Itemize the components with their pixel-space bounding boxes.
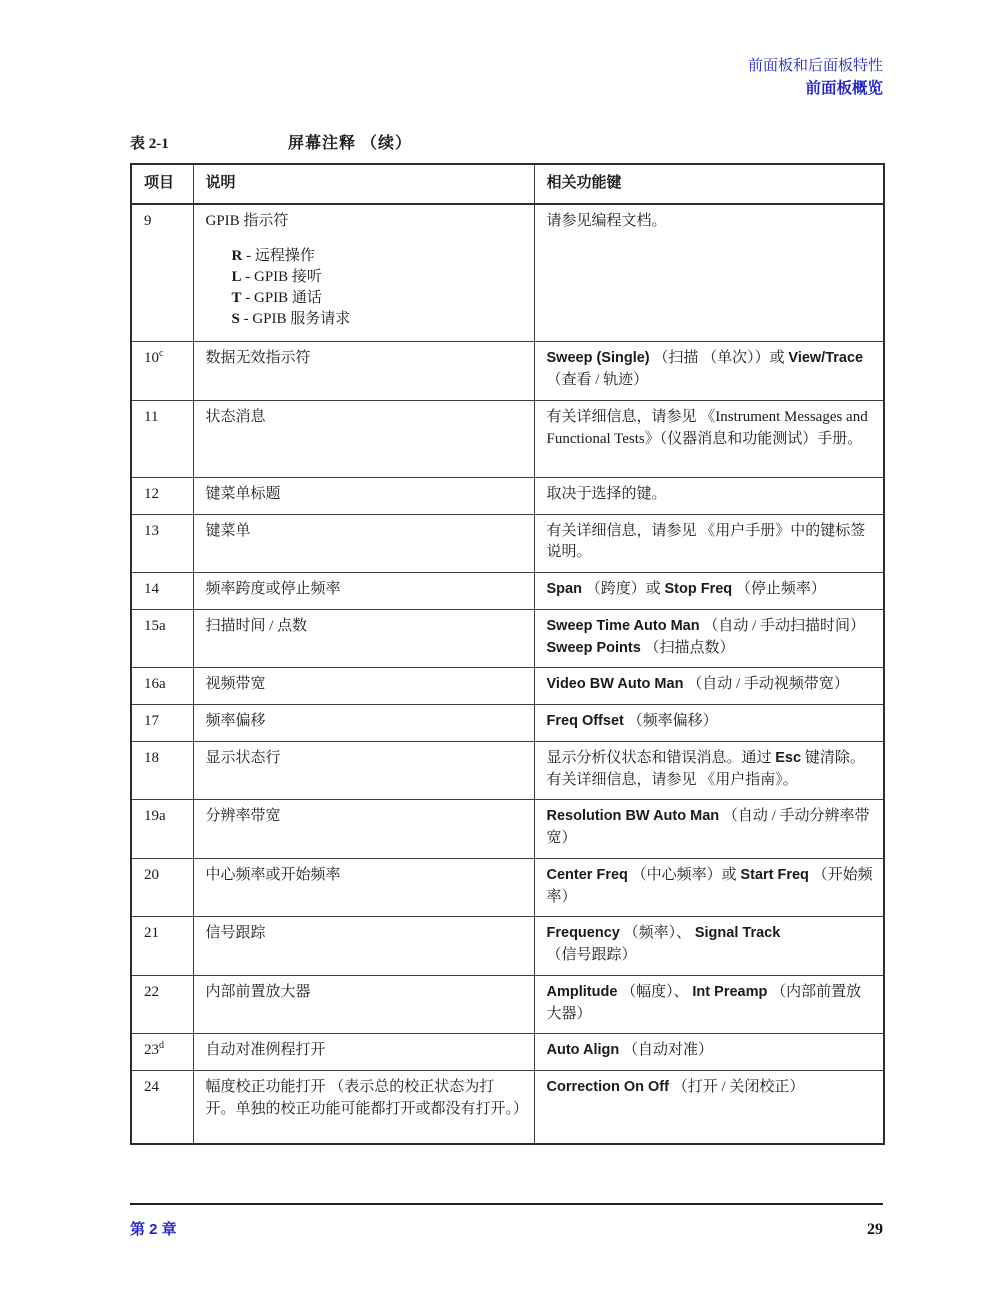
item-number: 13 [144, 522, 159, 539]
text-segment: - GPIB 接听 [241, 268, 322, 285]
table-row [131, 858, 884, 917]
function-keys-cell [534, 342, 884, 401]
table-header-row [131, 164, 884, 204]
item-number-cell [131, 858, 193, 917]
function-key-name: R [231, 247, 243, 264]
function-key-name: Frequency [546, 925, 620, 942]
table-row [131, 573, 884, 610]
item-number-cell [131, 668, 193, 705]
table-row [131, 477, 884, 514]
function-key-name: Video BW Auto Man [546, 676, 684, 693]
footer-page-number: 29 [867, 1221, 883, 1238]
function-key-name: Sweep Points [546, 639, 641, 656]
table-row [131, 800, 884, 859]
function-keys-cell [534, 741, 884, 800]
text-segment: 请参见编程文档。 [546, 212, 667, 229]
item-number-cell [131, 342, 193, 401]
text-segment: （自动 / 手动视频带宽） [683, 676, 849, 693]
text-segment: 中心频率或开始频率 [205, 866, 341, 883]
function-keys-cell [534, 668, 884, 705]
item-number: 11 [144, 408, 159, 425]
text-segment: （幅度）、 [617, 983, 693, 1000]
item-number-cell [131, 1071, 193, 1144]
text-segment: 显示状态行 [205, 749, 281, 766]
text-segment: （停止频率） [732, 581, 826, 597]
item-number-cell [131, 400, 193, 477]
function-keys-cell [534, 1071, 884, 1144]
running-header [748, 54, 883, 100]
item-number-cell [131, 477, 193, 514]
text-segment: （打开 / 关闭校正） [668, 1079, 805, 1096]
item-number-cell [131, 705, 193, 742]
text-segment: （自动 / 手动分辨率带宽） [546, 808, 870, 846]
table-caption-title: 屏幕注释 （续） [288, 135, 413, 152]
function-keys-cell [534, 400, 884, 477]
function-keys-cell [534, 514, 884, 573]
description-cell [193, 858, 534, 917]
text-segment: 键清除。有关详细信息，请参见 《用户指南》。 [546, 749, 865, 788]
footer-chapter: 第 2 章 [130, 1221, 177, 1238]
item-number-cell [131, 800, 193, 859]
function-key-name: Start Freq [740, 866, 809, 883]
function-key-name: Span [546, 581, 582, 597]
description-cell [193, 1071, 534, 1144]
function-key-name: Amplitude [546, 983, 618, 1000]
item-number: 21 [144, 925, 159, 942]
table-row [131, 668, 884, 705]
table-row [131, 1071, 884, 1144]
description-cell [193, 514, 534, 573]
description-cell [193, 400, 534, 477]
text-segment: 频率偏移 [205, 713, 266, 729]
function-key-name: Sweep (Single) [546, 350, 650, 367]
text-segment: （扫描 （单次））或 [649, 350, 789, 367]
description-cell [193, 573, 534, 610]
item-number-cell [131, 917, 193, 976]
description-cell [193, 705, 534, 742]
description-sublist [232, 246, 524, 331]
table-row [131, 1034, 884, 1071]
table-caption [130, 130, 412, 153]
text-segment: （自动 / 手动扫描时间） [699, 617, 866, 634]
function-key-name: Correction On Off [546, 1079, 669, 1096]
text-segment: 内部前置放大器 [205, 983, 311, 1000]
description-cell [193, 204, 534, 342]
text-segment: 显示分析仪状态和错误消息。通过 [546, 749, 776, 766]
table-row [131, 400, 884, 477]
table-row [131, 514, 884, 573]
text-segment: 数据无效指示符 [205, 350, 311, 367]
text-segment: 频率跨度或停止频率 [205, 581, 341, 597]
table-row [131, 204, 884, 342]
function-key-name: Freq Offset [546, 713, 624, 729]
function-key-name: Stop Freq [664, 581, 733, 597]
item-number: 16a [144, 676, 166, 693]
text-segment: （跨度）或 [581, 581, 665, 597]
table-row [131, 975, 884, 1034]
item-number: 10 [144, 350, 159, 367]
description-cell [193, 741, 534, 800]
description-cell [193, 975, 534, 1034]
text-segment: - GPIB 服务请求 [239, 311, 351, 328]
description-cell [193, 668, 534, 705]
function-keys-cell [534, 800, 884, 859]
description-cell [193, 917, 534, 976]
column-header-item: 项目 [131, 164, 193, 204]
function-key-name: Int Preamp [692, 983, 768, 1000]
text-segment: GPIB 指示符 [205, 212, 289, 229]
text-segment: （查看 / 轨迹） [546, 372, 649, 388]
item-number: 23 [144, 1042, 159, 1059]
table-row [131, 741, 884, 800]
item-number: 9 [144, 212, 152, 229]
text-segment: （频率偏移） [623, 713, 718, 729]
table-body [131, 204, 884, 1144]
function-key-name: Center Freq [546, 866, 628, 883]
column-header-function-keys: 相关功能键 [534, 164, 884, 204]
function-keys-cell [534, 975, 884, 1034]
table-row [131, 705, 884, 742]
text-segment: 视频带宽 [205, 676, 266, 693]
item-number-cell [131, 1034, 193, 1071]
function-key-name: L [231, 268, 242, 285]
item-footnote-marker: c [159, 348, 164, 360]
text-segment: （信号跟踪） [546, 947, 637, 963]
text-segment: 有关详细信息，请参见 《用户手册》中的键标签说明。 [546, 522, 866, 561]
function-keys-cell [534, 204, 884, 342]
item-number-cell [131, 741, 193, 800]
function-key-name: Resolution BW Auto Man [546, 808, 720, 825]
text-segment: 幅度校正功能打开 （表示总的校正状态为打开。单独的校正功能可能都打开或都没有打开。） [205, 1079, 529, 1117]
item-number: 19a [144, 808, 166, 825]
text-segment: （中心频率）或 [627, 866, 741, 883]
item-number-cell [131, 204, 193, 342]
text-segment: 取决于选择的键。 [546, 485, 667, 502]
text-segment: （开始频率） [546, 866, 873, 905]
item-footnote-marker: d [159, 1040, 164, 1052]
function-key-name: Esc [775, 749, 802, 766]
function-key-name: T [231, 290, 242, 307]
text-segment: 分辨率带宽 [205, 808, 281, 825]
function-key-name: Auto Align [546, 1042, 620, 1059]
description-cell [193, 609, 534, 668]
item-number: 20 [144, 866, 159, 883]
text-segment: 信号跟踪 [205, 925, 266, 942]
function-key-name: Signal Track [694, 925, 781, 942]
function-keys-cell [534, 858, 884, 917]
screen-annotation-table [130, 163, 885, 1145]
function-keys-cell [534, 1034, 884, 1071]
description-cell [193, 1034, 534, 1071]
item-number: 24 [144, 1079, 159, 1096]
function-keys-cell [534, 917, 884, 976]
running-header-subsection: 前面板概览 [805, 80, 883, 97]
item-number: 18 [144, 749, 159, 766]
text-segment: 扫描时间 / 点数 [205, 617, 308, 634]
item-number: 17 [144, 713, 159, 729]
function-keys-cell [534, 573, 884, 610]
description-subitem [232, 246, 524, 267]
function-key-name: View/Trace [788, 350, 864, 367]
text-segment: - 远程操作 [242, 247, 315, 264]
column-header-description: 说明 [193, 164, 534, 204]
item-number: 14 [144, 581, 159, 597]
function-key-name: S [231, 311, 240, 328]
item-number-cell [131, 609, 193, 668]
description-cell [193, 477, 534, 514]
function-keys-cell [534, 609, 884, 668]
item-number-cell [131, 573, 193, 610]
text-segment: （内部前置放大器） [546, 983, 862, 1022]
description-cell [193, 342, 534, 401]
table-row [131, 917, 884, 976]
item-number: 15a [144, 617, 166, 634]
text-segment: （扫描点数） [640, 639, 735, 656]
item-number-cell [131, 975, 193, 1034]
text-segment: 键菜单标题 [205, 485, 281, 502]
description-subitem [232, 309, 524, 330]
text-segment: 自动对准例程打开 [205, 1042, 326, 1059]
description-subitem [232, 267, 524, 288]
description-subitem [232, 288, 524, 309]
text-segment: （频率）、 [619, 925, 695, 942]
text-segment: 有关详细信息，请参见 《Instrument Messages and Functional Tests》（仪器消息和功能测试）手册。 [546, 408, 868, 447]
table-row [131, 609, 884, 668]
item-number-cell [131, 514, 193, 573]
item-number: 22 [144, 983, 159, 1000]
item-number: 12 [144, 485, 159, 502]
function-keys-cell [534, 477, 884, 514]
text-segment: （自动对准） [619, 1042, 714, 1059]
table-caption-label: 表 2-1 [130, 136, 169, 152]
text-segment: 键菜单 [205, 522, 251, 539]
table-row [131, 342, 884, 401]
function-keys-cell [534, 705, 884, 742]
function-key-name: Sweep Time Auto Man [546, 617, 700, 634]
running-header-section: 前面板和后面板特性 [747, 57, 883, 74]
table-header [131, 164, 884, 204]
text-segment: - GPIB 通话 [241, 290, 322, 307]
description-cell [193, 800, 534, 859]
page-footer [130, 1203, 883, 1239]
text-segment: 状态消息 [205, 408, 266, 425]
